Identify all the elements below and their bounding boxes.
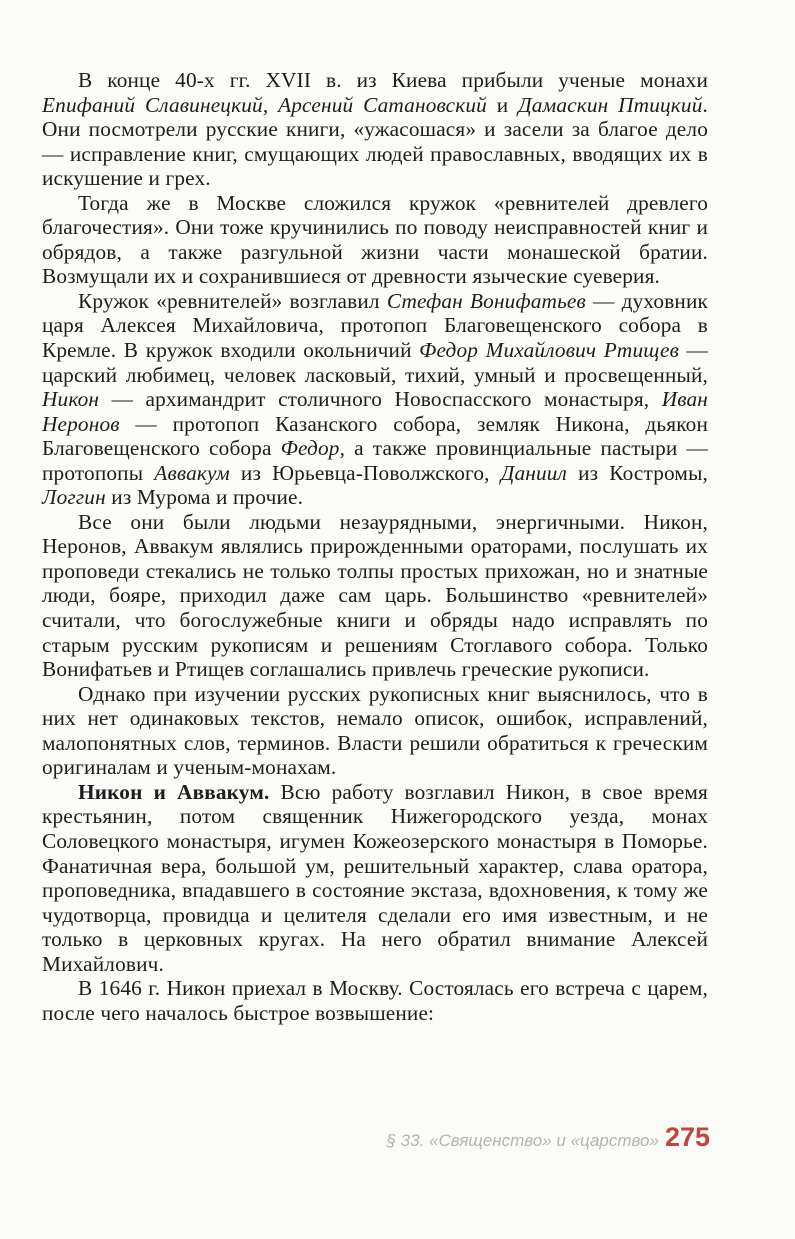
paragraph-5: Однако при изучении русских рукописных книг выяснилось, что в них нет одинаковых текстов, немало описок, ошибок, исправлений, малопонятных слов, терминов. Власти решили обратиться к греческим оригиналам и ученым-монахам.: [42, 681, 708, 780]
page-footer: [340, 1122, 710, 1153]
person-name: Аввакум: [154, 460, 230, 485]
paragraph-1: В конце 40-х гг. XVII в. из Киева прибыли ученые монахи Епифаний Славинецкий, Арсений Сатановский и Дамаскин Птицкий. Они посмотрели русские книги, «ужасошася» и засели за благое дело — исправление книг, смущающих людей православных, вводящих их в искушение и грех.: [42, 68, 708, 191]
person-name: Иван Неронов: [42, 387, 708, 436]
main-text: [42, 68, 708, 1025]
person-name: Епифаний Славинецкий: [42, 92, 263, 117]
paragraph-6: Никон и Аввакум. Всю работу возглавил Никон, в свое время крестьянин, потом священник Нижегородского уезда, монах Соловецкого монастыря, игумен Кожеозерского монастыря в Поморье. Фанатичная вера, большой ум, решительный характер, слава оратора, проповедника, впадавшего в состояние экстаза, вдохновения, к тому же чудотворца, провидца и целителя сделали его имя известным, и не только в церковных кругах. На него обратил внимание Алексей Михайлович.: [42, 779, 708, 976]
section-heading: Никон и Аввакум.: [78, 779, 270, 804]
paragraph-3: Кружок «ревнителей» возглавил Стефан Вонифатьев — духовник царя Алексея Михайловича, протопоп Благовещенского собора в Кремле. В кружок входили окольничий Федор Михайлович Ртищев — царский любимец, человек ласковый, тихий, умный и просвещенный, Никон — архимандрит столичного Новоспасского монастыря, Иван Неронов — протопоп Казанского собора, земляк Никона, дьякон Благовещенского собора Федор, а также провинциальные пастыри — протопопы Аввакум из Юрьевца-Поволжского, Даниил из Костромы, Логгин из Мурома и прочие.: [42, 288, 708, 510]
page-number: 275: [664, 1122, 710, 1152]
person-name: Дамаскин Птицкий: [518, 92, 703, 117]
person-name: Никон: [42, 387, 100, 412]
running-title: § 33. «Священство» и «царство»: [386, 1131, 659, 1150]
paragraph-7: В 1646 г. Никон приехал в Москву. Состоялась его встреча с царем, после чего началось быстрое возвышение:: [42, 976, 708, 1025]
paragraph-2: Тогда же в Москве сложился кружок «ревнителей древлего благочестия». Они тоже кручинились по поводу неисправностей книг и обрядов, а также разгульной жизни части монашеской братии. Возмущали их и сохранившиеся от древности языческие суеверия.: [42, 190, 708, 289]
person-name: Арсений Сатановский: [278, 92, 487, 117]
person-name: Федор Михайлович Ртищев: [419, 338, 679, 363]
person-name: Федор: [280, 436, 340, 461]
person-name: Даниил: [500, 460, 567, 485]
paragraph-4: Все они были людьми незаурядными, энергичными. Никон, Неронов, Аввакум являлись прирожденными ораторами, послушать их проповеди стекались не только толпы простых прихожан, но и знатные люди, бояре, приходил даже сам царь. Большинство «ревнителей» считали, что богослужебные книги и обряды надо исправлять по старым русским рукописям и решениям Стоглавого собора. Только Вонифатьев и Ртищев соглашались привлечь греческие рукописи.: [42, 509, 708, 682]
person-name: Стефан Вонифатьев: [386, 288, 586, 313]
person-name: Логгин: [42, 485, 106, 510]
